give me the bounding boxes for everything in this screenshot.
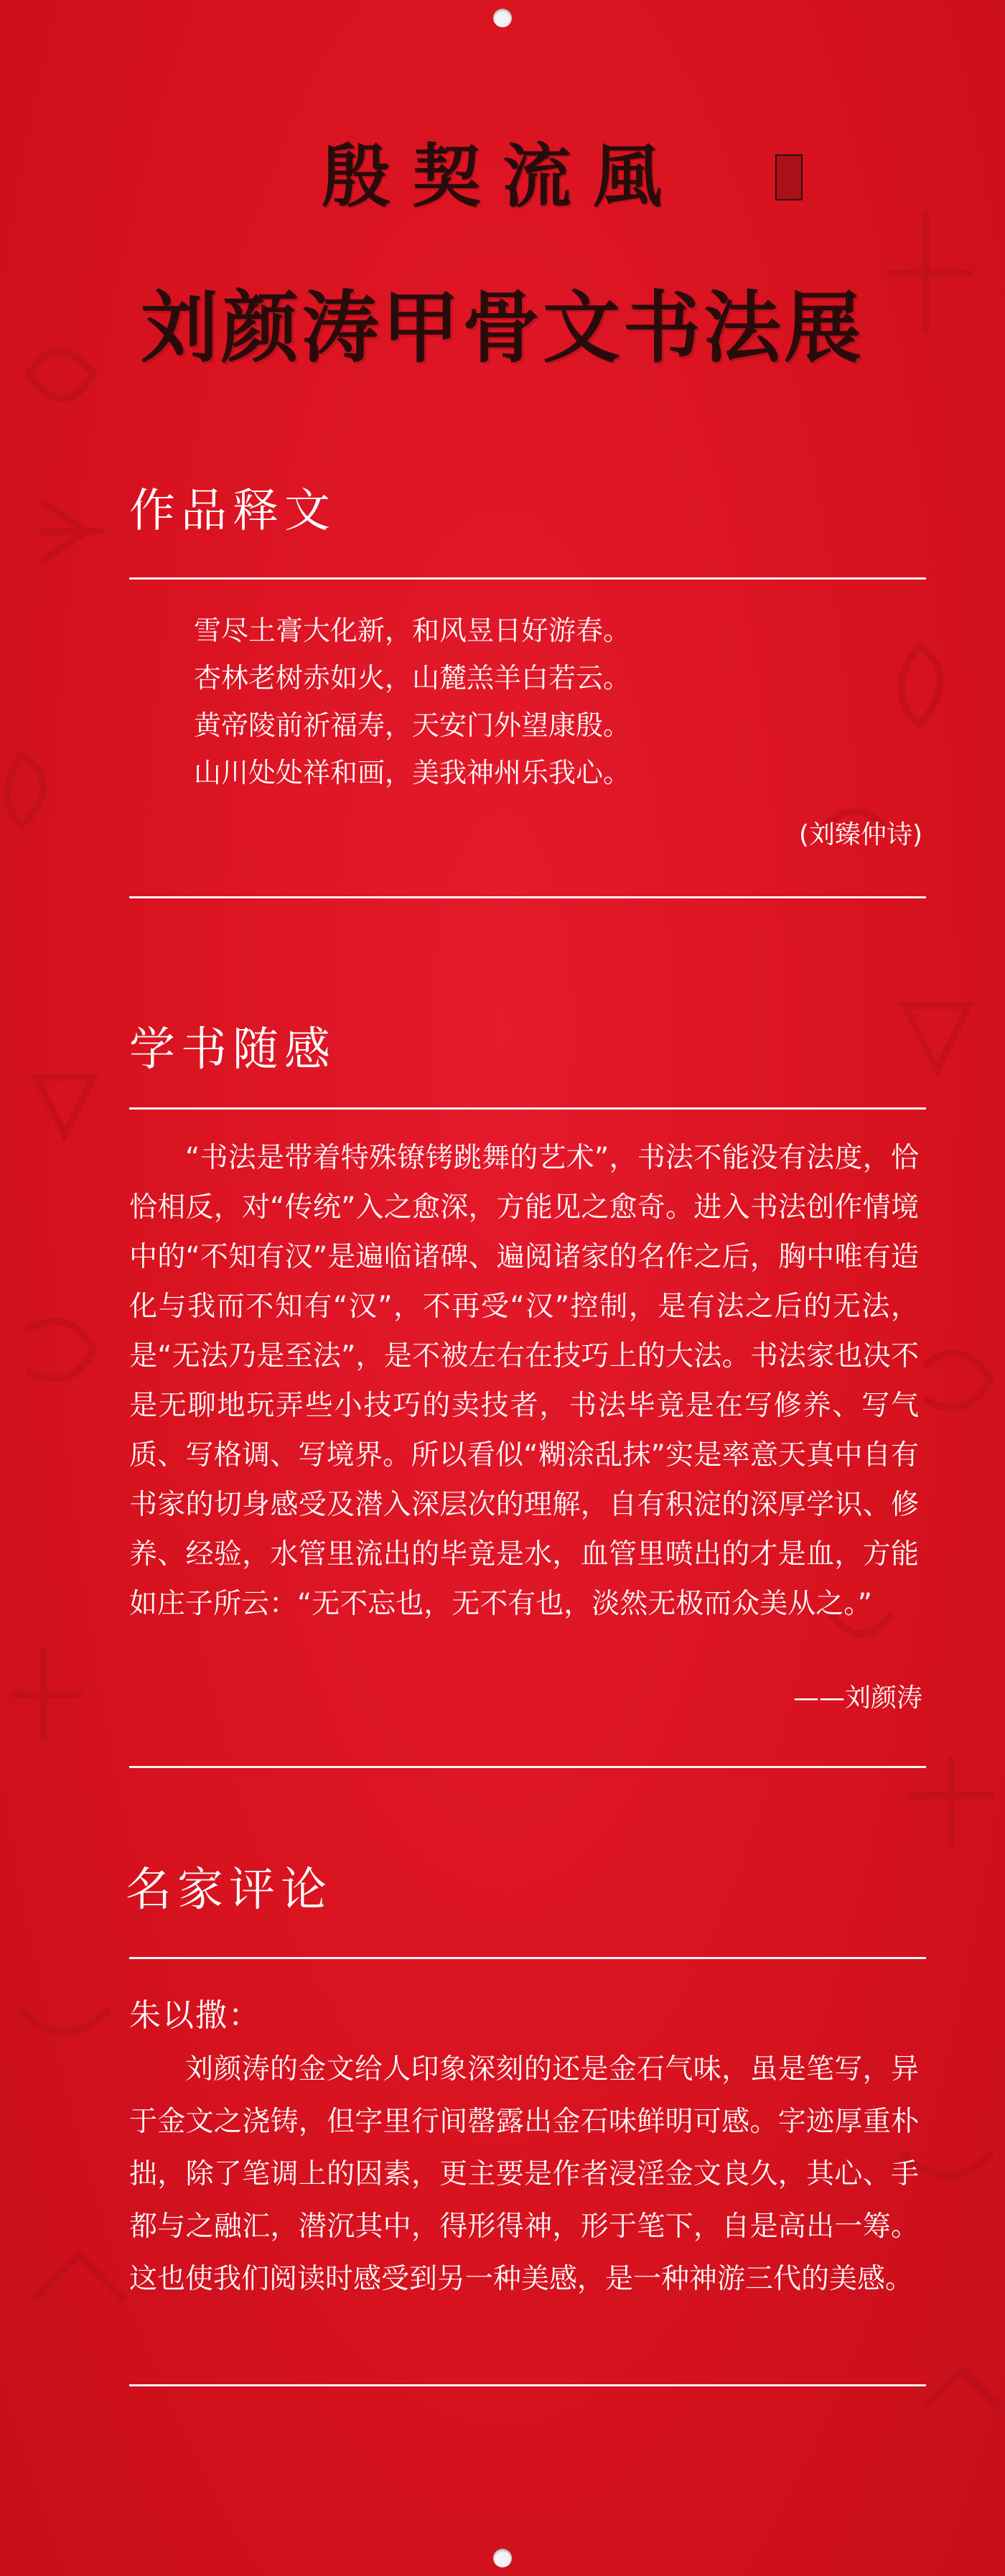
exhibition-subtitle: 殷契流風: [322, 136, 683, 217]
poem-line: 黄帝陵前祈福寿，天安门外望康殷。: [194, 710, 631, 741]
exhibition-title: 刘颜涛甲骨文书法展: [140, 283, 864, 373]
section-title-thoughts: 学书随感: [129, 1023, 336, 1077]
seal-mark: [775, 154, 803, 200]
thoughts-paragraph: “书法是带着特殊镣铐跳舞的艺术”，书法不能没有法度，恰恰相反，对“传统”入之愈深，方能见之愈奇。进入书法创作情境中的“不知有汉”是遍临诸碑、遍阅诸家的名作之后，胸中唯有造化与我而不知有“汉”，不再受“汉”控制，是有法之后的无法，是“无法乃是至法”，是不被左右在技巧上的大法。书法家也决不是无聊地玩弄些小技巧的卖技者，书法毕竟是在写修养、写气质、写格调、写境界。所以看似“糊涂乱抹”实是率意天真中自有书家的切身感受及潜入深层次的理解，自有积淀的深厚学识、修养、经验，水管里流出的毕竟是水，血管里喷出的才是血，方能如庄子所云：“无不忘也，无不有也，淡然无极而众美从之。”: [129, 1142, 919, 1620]
divider: [129, 1107, 926, 1110]
section-title-reviews: 名家评论: [126, 1864, 332, 1917]
poem: [194, 607, 840, 796]
thoughts-signature: ——刘颜涛: [793, 1683, 922, 1713]
section-title-works: 作品释文: [129, 485, 336, 538]
divider: [129, 2384, 926, 2386]
poem-line: 山川处处祥和画，美我神州乐我心。: [194, 757, 631, 789]
poem-line: 雪尽土膏大化新，和风昱日好游春。: [194, 615, 631, 646]
reviews-paragraph: 刘颜涛的金文给人印象深刻的还是金石气味，虽是笔写，异于金文之浇铸，但字里行间罄露出金石味鲜明可感。字迹厚重朴拙，除了笔调上的因素，更主要是作者浸淫金文良久，其心、手都与之融汇，潜沉其中，得形得神，形于笔下，自是高出一筹。这也使我们阅读时感受到另一种美感，是一种神游三代的美感。: [129, 2053, 919, 2295]
poem-line: 杏林老树赤如火，山麓羔羊白若云。: [194, 662, 631, 694]
divider: [129, 896, 926, 898]
mounting-hole-bottom: [493, 2549, 512, 2567]
divider: [129, 1957, 926, 1959]
poem-credit: (刘臻仲诗): [798, 820, 922, 850]
commentator-name: 朱以撒：: [129, 1997, 261, 2034]
divider: [129, 577, 926, 580]
divider: [129, 1766, 926, 1768]
